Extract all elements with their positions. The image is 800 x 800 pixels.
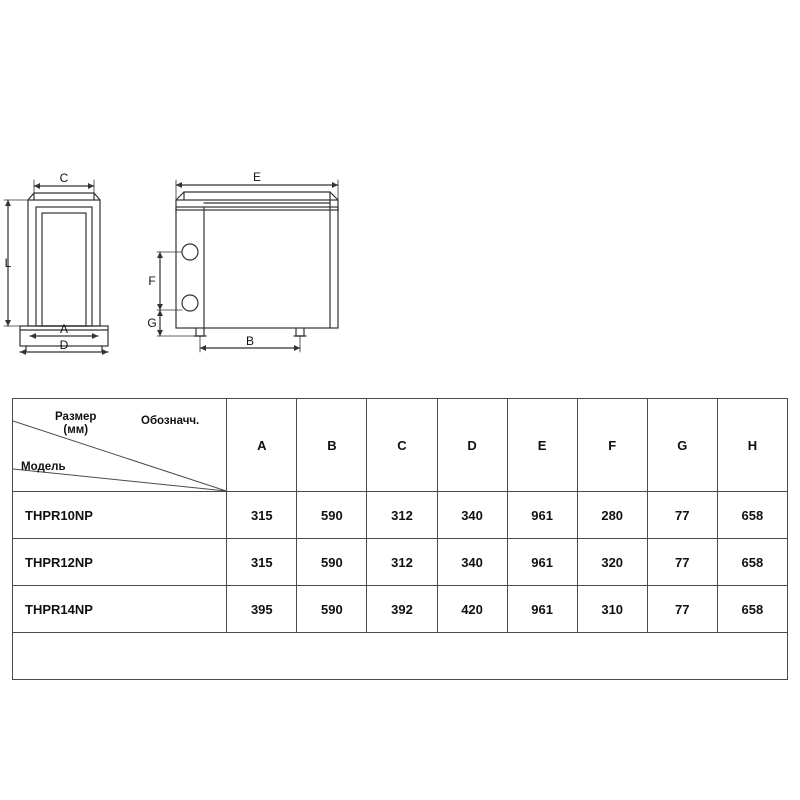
table-header-row — [13, 399, 788, 492]
label-C: C — [59, 171, 69, 185]
label-G: G — [147, 316, 157, 330]
column-header-B: B — [297, 399, 367, 492]
front-view-geometry — [157, 180, 338, 352]
row-0-value-E: 961 — [507, 492, 577, 539]
corner-model-label: Модель — [21, 461, 66, 473]
label-F: F — [148, 274, 156, 288]
table-footer-spacer-row — [13, 633, 788, 680]
column-header-E: E — [507, 399, 577, 492]
row-2-value-D: 420 — [437, 586, 507, 633]
table-row — [13, 586, 788, 633]
row-1-value-G: 77 — [647, 539, 717, 586]
row-0-value-B: 590 — [297, 492, 367, 539]
label-D: D — [59, 338, 69, 352]
label-A: A — [59, 322, 69, 336]
row-0-value-A: 315 — [227, 492, 297, 539]
row-2-value-B: 590 — [297, 586, 367, 633]
row-model-2: THPR14NP — [13, 586, 227, 633]
column-header-F: F — [577, 399, 647, 492]
row-1-value-A: 315 — [227, 539, 297, 586]
row-2-value-G: 77 — [647, 586, 717, 633]
row-0-value-F: 280 — [577, 492, 647, 539]
row-0-value-C: 312 — [367, 492, 437, 539]
corner-diagonal-lines — [13, 399, 226, 491]
label-B: B — [245, 334, 255, 348]
row-2-value-H: 658 — [717, 586, 787, 633]
row-2-value-C: 392 — [367, 586, 437, 633]
row-1-value-E: 961 — [507, 539, 577, 586]
row-0-value-G: 77 — [647, 492, 717, 539]
side-view-geometry — [4, 180, 108, 355]
corner-designation-label: Обозначч. — [141, 415, 200, 427]
row-model-0: THPR10NP — [13, 492, 227, 539]
row-2-value-F: 310 — [577, 586, 647, 633]
table-row — [13, 492, 788, 539]
row-1-value-D: 340 — [437, 539, 507, 586]
row-0-value-D: 340 — [437, 492, 507, 539]
dimensions-table-wrapper — [12, 398, 788, 680]
table-row — [13, 539, 788, 586]
row-1-value-C: 312 — [367, 539, 437, 586]
label-L: L — [4, 256, 12, 270]
column-header-D: D — [437, 399, 507, 492]
corner-size-label: Размер (мм) — [55, 411, 97, 437]
column-header-A: A — [227, 399, 297, 492]
column-header-C: C — [367, 399, 437, 492]
dimensions-table — [12, 398, 788, 680]
row-model-1: THPR12NP — [13, 539, 227, 586]
row-2-value-A: 395 — [227, 586, 297, 633]
row-0-value-H: 658 — [717, 492, 787, 539]
row-2-value-E: 961 — [507, 586, 577, 633]
row-1-value-H: 658 — [717, 539, 787, 586]
corner-header-cell — [13, 399, 227, 492]
technical-drawings — [0, 0, 800, 352]
column-header-H: H — [717, 399, 787, 492]
table-footer-spacer-cell — [13, 633, 788, 680]
column-header-G: G — [647, 399, 717, 492]
label-E: E — [252, 170, 262, 184]
row-1-value-F: 320 — [577, 539, 647, 586]
row-1-value-B: 590 — [297, 539, 367, 586]
